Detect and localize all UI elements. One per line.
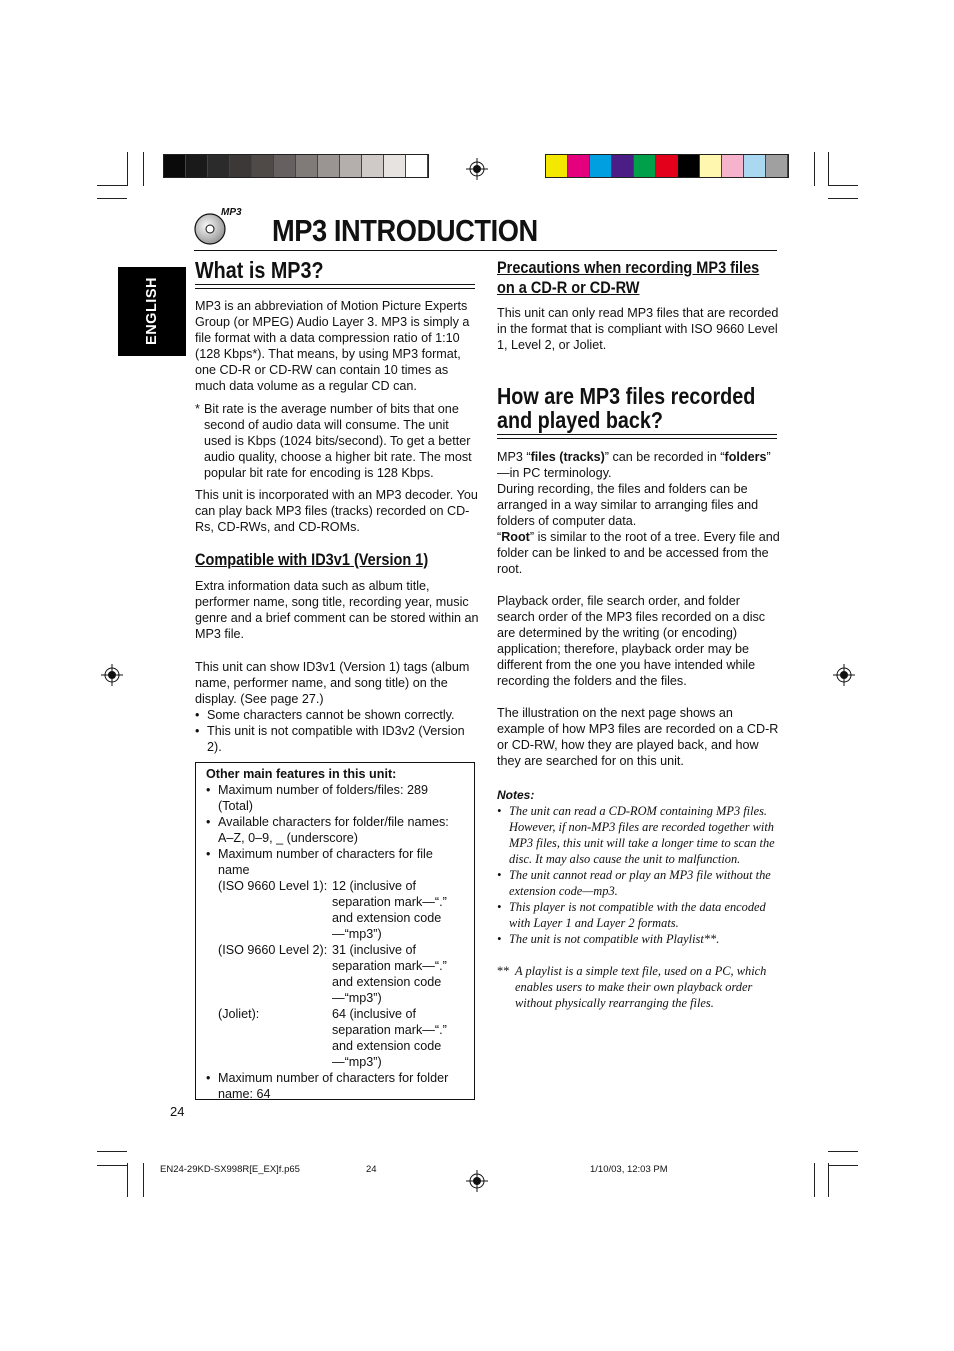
limit-value: 31 (inclusive of separation mark—“.” and extension code—“mp3”) xyxy=(332,943,447,1005)
list-item: • Maximum number of folders/files: 289 (Total) xyxy=(206,782,443,814)
color-swatch xyxy=(766,155,788,177)
list-item xyxy=(206,846,448,1070)
gray-swatch xyxy=(164,155,186,177)
id3-paragraph-1: Extra information data such as album title, performer name, song title, recording year, music genre and a brief comment can be stored within an MP3 file. xyxy=(195,579,479,641)
list-item: • Available characters for folder/file names: A–Z, 0–9, _ (underscore) xyxy=(206,814,456,846)
crop-mark xyxy=(97,198,127,199)
file-name-limit-label: • Maximum number of characters for file name xyxy=(218,847,433,877)
gray-swatch xyxy=(230,155,252,177)
crop-mark xyxy=(828,1165,858,1166)
crop-mark xyxy=(814,1163,815,1197)
notes-heading: Notes: xyxy=(497,788,535,802)
limit-label: (ISO 9660 Level 1): xyxy=(218,879,328,893)
text-run: MP3 “ xyxy=(497,450,531,464)
illustration-paragraph: The illustration on the next page shows an example of how MP3 files are recorded on a CD-R or CD-RW, how they are played back, and how they are searched for on this unit. xyxy=(497,706,779,768)
id3-paragraph-2: This unit can show ID3v1 (Version 1) tags (album name, performer name, and song title) on the display. (See page 27.) xyxy=(195,660,470,706)
gray-swatch xyxy=(252,155,274,177)
gray-swatch xyxy=(208,155,230,177)
list-item: • Maximum number of characters for folder name: 64 xyxy=(206,1070,458,1102)
gray-swatch xyxy=(340,155,362,177)
limit-row-level1 xyxy=(218,878,448,942)
bitrate-footnote xyxy=(195,401,479,481)
limit-label: (Joliet): xyxy=(218,1007,260,1021)
term-folders: folders xyxy=(724,450,767,464)
arrangement-paragraph: During recording, the files and folders can be arranged in a way similar to arranging files and folders of computer data. xyxy=(497,482,759,528)
decoder-paragraph: This unit is incorporated with an MP3 decoder. You can play back MP3 files (tracks) recorded on CD-Rs, CD-RWs, and CD-ROMs. xyxy=(195,488,478,534)
color-swatch xyxy=(546,155,568,177)
footnote-mark: * xyxy=(195,402,200,416)
crop-mark xyxy=(97,1151,127,1152)
crop-mark xyxy=(97,185,127,186)
registration-mark-icon xyxy=(466,158,488,180)
playback-order-paragraph: Playback order, file search order, and folder search order of the MP3 files recorded on a disc are determined by the writing (or encoding) application; therefore, playback order may be different from the one you have intended while recording the folders and the files. xyxy=(497,594,766,688)
text-run: “ xyxy=(497,530,502,544)
footnote-text: A playlist is a simple text file, used on a PC, which enables users to make their own playback order without physically rearranging the files. xyxy=(515,964,767,1010)
language-tab-label: ENGLISH xyxy=(144,277,160,345)
list-item: • This unit is not compatible with ID3v2 (Version 2). xyxy=(195,723,465,755)
term-root: Root xyxy=(501,530,530,544)
limit-value: 64 (inclusive of separation mark—“.” and extension code—“mp3”) xyxy=(332,1007,447,1069)
notes-list xyxy=(497,803,781,947)
crop-mark xyxy=(828,1151,858,1152)
precautions-paragraph: This unit can only read MP3 files that are recorded in the format that is compliant with ISO 9660 Level 1, Level 2, or Joliet. xyxy=(497,306,779,352)
gray-swatch xyxy=(186,155,208,177)
root-paragraph xyxy=(497,529,781,577)
subheading-precautions-line1: Precautions when recording MP3 files xyxy=(497,259,760,277)
text-run: ” —in PC terminology. xyxy=(497,450,771,480)
gray-swatch xyxy=(384,155,406,177)
crop-mark xyxy=(127,152,128,186)
term-files: files (tracks) xyxy=(530,450,605,464)
heading-double-rule xyxy=(195,284,475,289)
list-item: • This player is not compatible with the data encoded with Layer 1 and Layer 2 formats. xyxy=(497,899,781,931)
crop-mark xyxy=(828,152,829,186)
color-swatch xyxy=(634,155,656,177)
limit-row-level2 xyxy=(218,942,448,1006)
crop-mark xyxy=(828,185,858,186)
color-swatch xyxy=(700,155,722,177)
footnote-mark: ** xyxy=(497,964,510,978)
registration-mark-icon xyxy=(466,1170,488,1192)
color-swatch xyxy=(612,155,634,177)
color-swatch xyxy=(568,155,590,177)
gray-swatch xyxy=(362,155,384,177)
files-folders-paragraph xyxy=(497,449,781,481)
crop-mark xyxy=(828,1163,829,1197)
features-box xyxy=(195,762,475,1100)
text-run: ” can be recorded in “ xyxy=(604,450,725,464)
notes-section xyxy=(497,787,781,1011)
subheading-precautions-line2: on a CD-R or CD-RW xyxy=(497,279,640,297)
registration-mark-icon xyxy=(101,664,123,686)
section-heading-what-is-mp3: What is MP3? xyxy=(195,257,324,283)
features-box-title: Other main features in this unit: xyxy=(206,767,397,781)
registration-mark-icon xyxy=(833,664,855,686)
text-run: ” is similar to the root of a tree. Every file and folder can be linked to and be accessed from the root. xyxy=(497,530,780,576)
crop-mark xyxy=(828,198,858,199)
section-heading-how-recorded-line1: How are MP3 files recorded xyxy=(497,383,756,409)
gray-swatch xyxy=(406,155,428,177)
gray-swatch xyxy=(318,155,340,177)
subheading-id3v1: Compatible with ID3v1 (Version 1) xyxy=(195,551,429,569)
mp3-logo-label: MP3 xyxy=(221,207,242,218)
footer-file-name: EN24-29KD-SX998R[E_EX]f.p65 xyxy=(160,1164,300,1175)
heading-double-rule xyxy=(497,434,777,439)
id3-bullet-list xyxy=(195,707,465,755)
grayscale-color-bar xyxy=(163,154,429,178)
list-item: • The unit is not compatible with Playlist**. xyxy=(497,931,781,947)
crop-mark xyxy=(127,1163,128,1197)
crop-mark xyxy=(97,1165,127,1166)
crop-mark xyxy=(143,152,144,186)
color-swatch xyxy=(656,155,678,177)
list-item: • The unit can read a CD-ROM containing MP3 files. However, if non-MP3 files are recorded together with MP3 files, this unit will take a longer time to scan the disc. It may also cause the unit to malfunction. xyxy=(497,803,781,867)
color-swatch xyxy=(722,155,744,177)
mp3-disc-logo xyxy=(194,207,254,247)
color-swatch xyxy=(590,155,612,177)
list-item: • Some characters cannot be shown correctly. xyxy=(195,707,465,723)
limit-value: 12 (inclusive of separation mark—“.” and extension code—“mp3”) xyxy=(332,879,447,941)
playlist-footnote xyxy=(497,963,781,1011)
features-list xyxy=(206,782,456,1102)
title-rule xyxy=(194,250,777,251)
page-title: MP3 INTRODUCTION xyxy=(272,213,538,248)
how-recorded-body xyxy=(497,449,781,769)
footer-page: 24 xyxy=(366,1164,377,1175)
what-is-mp3-paragraph: MP3 is an abbreviation of Motion Picture Experts Group (or MPEG) Audio Layer 3. MP3 is simply a file format with a data compression ratio of 1:10 (128 Kbps*). That means, by using MP3 format, one CD-R or CD-RW can contain 10 times as much data volume as a regular CD can. xyxy=(195,299,470,393)
color-swatch xyxy=(678,155,700,177)
gray-swatch xyxy=(296,155,318,177)
page-number: 24 xyxy=(170,1104,185,1119)
limit-row-joliet xyxy=(218,1006,448,1070)
crop-mark xyxy=(143,1163,144,1197)
gray-swatch xyxy=(274,155,296,177)
limit-label: (ISO 9660 Level 2): xyxy=(218,943,328,957)
list-item: • The unit cannot read or play an MP3 file without the extension code—mp3. xyxy=(497,867,781,899)
footnote-text: Bit rate is the average number of bits that one second of audio data will consume. The unit used is Kbps (1024 bits/second). To get a better audio quality, choose a higher bit rate. The most popular bit rate for encoding is 128 Kbps. xyxy=(204,402,472,480)
section-heading-how-recorded-line2: and played back? xyxy=(497,407,663,433)
footer-timestamp: 1/10/03, 12:03 PM xyxy=(590,1164,668,1175)
color-swatch xyxy=(744,155,766,177)
language-tab xyxy=(118,267,186,356)
crop-mark xyxy=(814,152,815,186)
process-color-bar xyxy=(545,154,789,178)
